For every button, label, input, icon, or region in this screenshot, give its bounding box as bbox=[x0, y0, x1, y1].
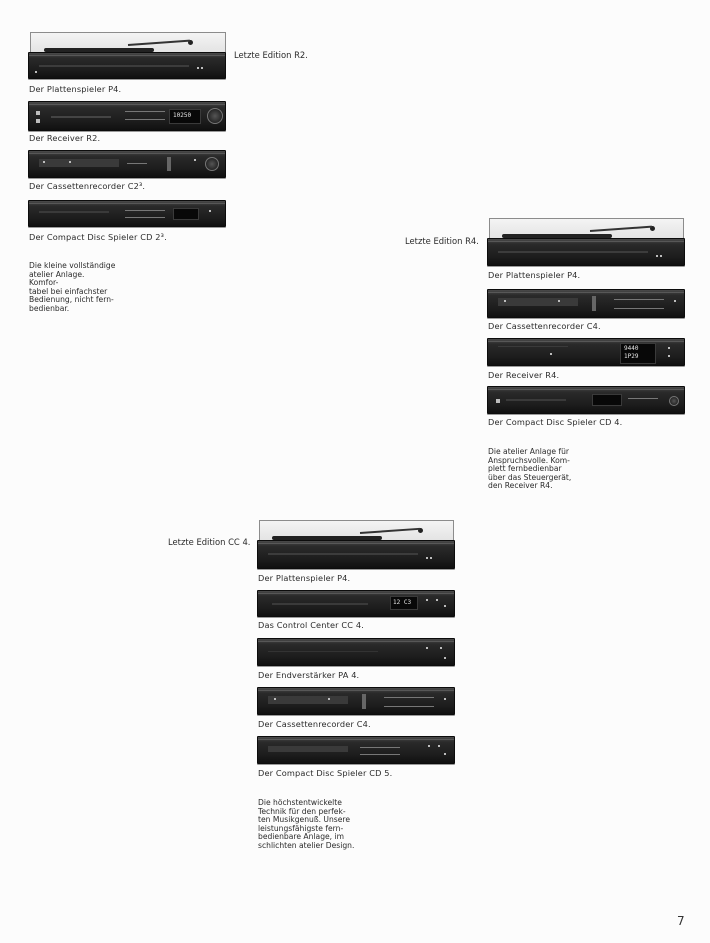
caption-r4-receiver: Der Receiver R4. bbox=[488, 370, 560, 380]
edition-label-r4: Letzte Edition R4. bbox=[405, 236, 479, 246]
caption-r2-cassette: Der Cassettenrecorder C2³. bbox=[29, 181, 146, 191]
caption-r2-cd: Der Compact Disc Spieler CD 2³. bbox=[29, 232, 167, 242]
description-cc4: Die höchstentwickelte Technik für den perfek- ten Musikgenuß. Unsere leistungsfähigste fern- bedienbare Anlage, im schlichten atelier Design. bbox=[258, 798, 355, 850]
receiver-r4-display-line2: 1P29 bbox=[624, 353, 639, 360]
edition-label-cc4: Letzte Edition CC 4. bbox=[168, 537, 251, 547]
caption-cc4-cd: Der Compact Disc Spieler CD 5. bbox=[258, 768, 393, 778]
caption-r2-receiver: Der Receiver R2. bbox=[29, 133, 101, 143]
caption-r2-turntable: Der Plattenspieler P4. bbox=[29, 84, 122, 94]
caption-cc4-turntable: Der Plattenspieler P4. bbox=[258, 573, 351, 583]
page-number: 7 bbox=[677, 914, 685, 928]
receiver-r4-display-line1: 9440 bbox=[624, 345, 639, 352]
caption-cc4-cassette: Der Cassettenrecorder C4. bbox=[258, 719, 371, 729]
control-center-display: 12 C3 bbox=[393, 599, 412, 606]
description-r4: Die atelier Anlage für Anspruchsvolle. Kom- plett fernbedienbar über das Steuergerät, den Receiver R4. bbox=[488, 447, 572, 491]
edition-label-r2: Letzte Edition R2. bbox=[234, 50, 308, 60]
caption-r4-turntable: Der Plattenspieler P4. bbox=[488, 270, 581, 280]
caption-cc4-control-center: Das Control Center CC 4. bbox=[258, 620, 364, 630]
receiver-r2-display: 10250 bbox=[173, 112, 192, 119]
caption-r4-cd: Der Compact Disc Spieler CD 4. bbox=[488, 417, 623, 427]
caption-cc4-amplifier: Der Endverstärker PA 4. bbox=[258, 670, 360, 680]
caption-r4-cassette: Der Cassettenrecorder C4. bbox=[488, 321, 601, 331]
description-r2: Die kleine vollständige atelier Anlage. Komfor- tabel bei einfachster Bedienung, nicht fern- bedienbar. bbox=[29, 261, 116, 313]
